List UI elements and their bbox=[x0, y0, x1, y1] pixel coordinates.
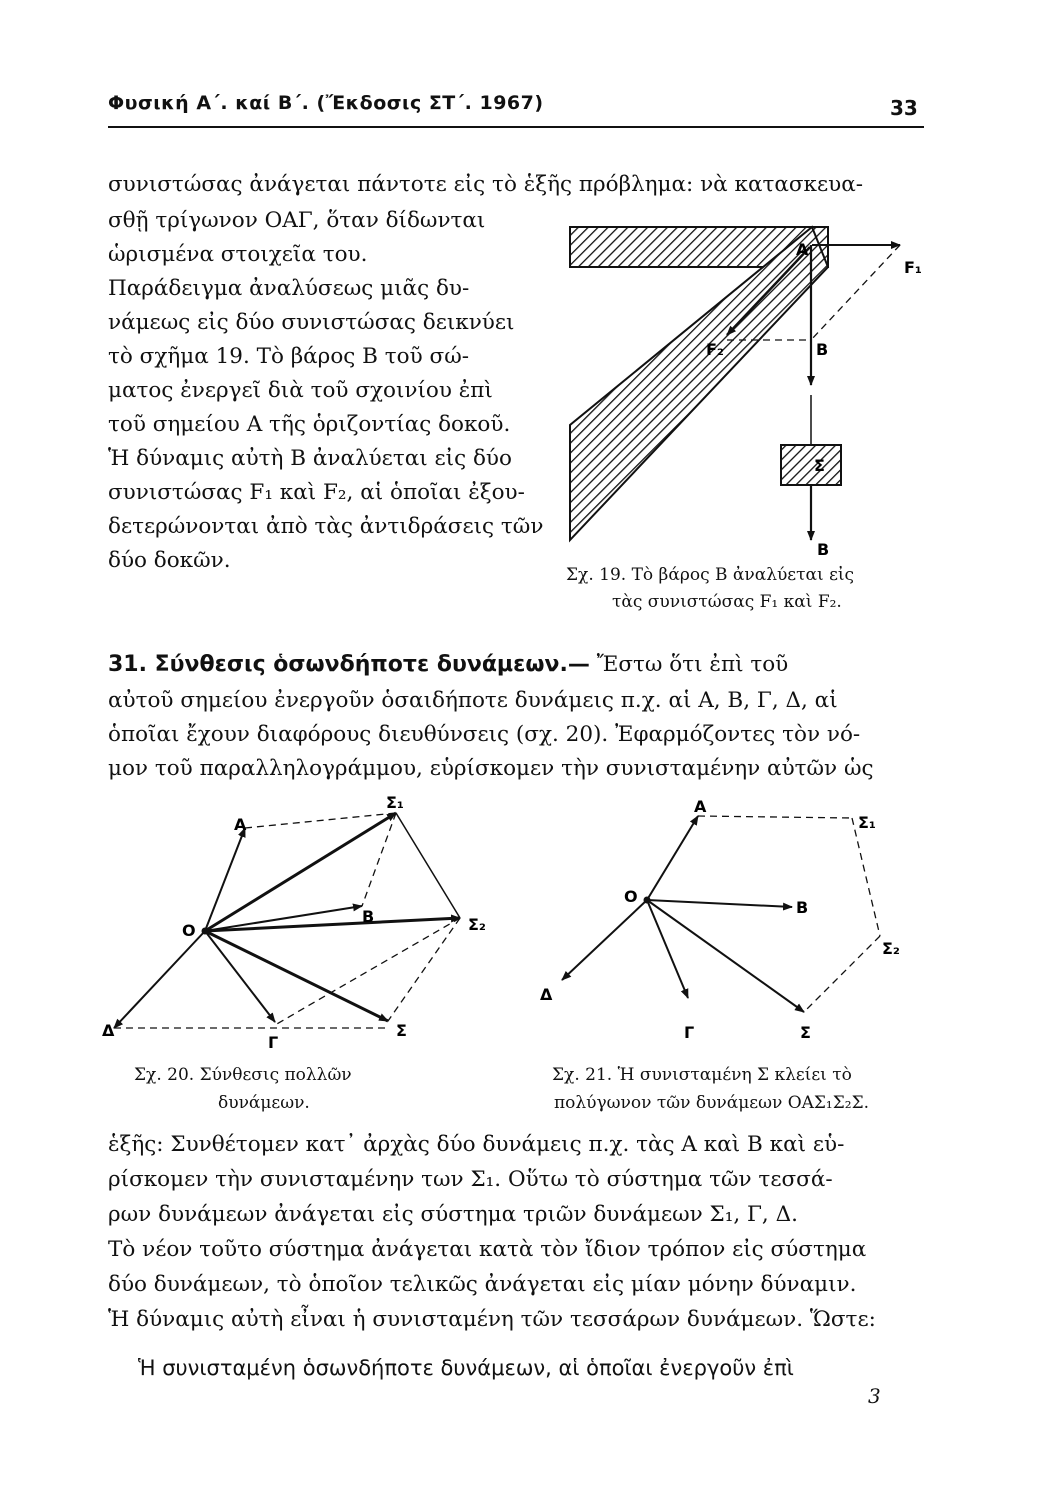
label-b-bottom: B bbox=[817, 540, 830, 559]
signature-mark: 3 bbox=[868, 1384, 881, 1408]
origin-point bbox=[644, 897, 651, 904]
section-heading-line bbox=[108, 652, 788, 677]
label-gamma: Γ bbox=[268, 1033, 279, 1052]
label-s1: Σ₁ bbox=[858, 813, 876, 832]
label-s: Σ bbox=[396, 1021, 407, 1040]
text-line: τοῦ σημείου Α τῆς ὁριζοντίας δοκοῦ. bbox=[108, 412, 511, 437]
text-line: μον τοῦ παραλληλογράμμου, εὑρίσκομεν τὴν συνισταμένην αὐτῶν ὡς bbox=[108, 756, 874, 781]
text-line: Τὸ νέον τοῦτο σύστημα ἀνάγεται κατὰ τὸν ἴδιον τρόπον εἰς σύστημα bbox=[108, 1237, 867, 1262]
origin-point bbox=[202, 928, 209, 935]
label-a: A bbox=[796, 240, 809, 259]
section-intro: Ἔστω ὅτι ἐπὶ τοῦ bbox=[596, 652, 789, 677]
figure-19 bbox=[560, 215, 940, 565]
vector-delta bbox=[562, 900, 647, 980]
polygon-side bbox=[698, 816, 852, 818]
text-line: Παράδειγμα ἀναλύσεως μιᾶς δυ- bbox=[108, 276, 470, 301]
text-line: ὁποῖαι ἔχουν διαφόρους διευθύνσεις (σχ. 20). Ἐφαρμόζοντες τὸν νό- bbox=[108, 722, 861, 747]
text-line: ἑξῆς: Συνθέτομεν κατ᾽ ἀρχὰς δύο δυνάμεις π.χ. τὰς Α καὶ Β καὶ εὑ- bbox=[108, 1132, 845, 1157]
text-line: αὐτοῦ σημείου ἐνεργοῦν ὁσαιδήποτε δυνάμεις π.χ. αἱ Α, Β, Γ, Δ, αἱ bbox=[108, 688, 838, 713]
left-column-text bbox=[108, 208, 543, 582]
text-line: δύο δυνάμεων, τὸ ὁποῖον τελικῶς ἀνάγεται εἰς μίαν μόνην δύναμιν. bbox=[108, 1272, 857, 1297]
label-delta: Δ bbox=[540, 985, 553, 1004]
label-s: Σ bbox=[800, 1023, 811, 1042]
label-sigma: Σ bbox=[814, 456, 825, 475]
text-line: ρίσκομεν τὴν συνισταμένην των Σ₁. Οὕτω τὸ σύστημα τῶν τεσσά- bbox=[108, 1167, 833, 1192]
text-line: νάμεως εἰς δύο συνιστώσας δεικνύει bbox=[108, 310, 515, 335]
text-line: ματος ἐνεργεῖ διὰ τοῦ σχοινίου ἐπὶ bbox=[108, 378, 493, 403]
label-s2: Σ₂ bbox=[468, 915, 486, 934]
label-f1: F₁ bbox=[904, 258, 922, 277]
fig21-caption-line1: Σχ. 21. Ἡ συνισταμένη Σ κλείει τὸ bbox=[552, 1065, 852, 1085]
text-line: σθῇ τρίγωνον ΟΑΓ, ὅταν δίδωνται bbox=[108, 208, 486, 233]
figure-21 bbox=[530, 790, 920, 1060]
body-text bbox=[108, 1132, 876, 1342]
label-b: B bbox=[796, 898, 809, 917]
text-line: τὸ σχῆμα 19. Τὸ βάρος Β τοῦ σώ- bbox=[108, 344, 469, 369]
fig20-caption-line1: Σχ. 20. Σύνθεσις πολλῶν bbox=[134, 1065, 352, 1085]
fig19-caption-line2: τὰς συνιστώσας F₁ καὶ F₂. bbox=[612, 592, 842, 612]
section-title: 31. Σύνθεσις ὁσωνδήποτε δυνάμεων.— bbox=[108, 652, 590, 677]
construction-line bbox=[396, 813, 460, 918]
polygon-side bbox=[804, 936, 880, 1012]
label-s1: Σ₁ bbox=[386, 793, 404, 812]
text-line: Ἡ δύναμις αὐτὴ Β ἀναλύεται εἰς δύο bbox=[108, 446, 512, 471]
fig20-caption-line2: δυνάμεων. bbox=[218, 1093, 310, 1113]
text-line: Ἡ δύναμις αὐτὴ εἶναι ἡ συνισταμένη τῶν τεσσάρων δυνάμεων. Ὥστε: bbox=[108, 1307, 876, 1332]
label-delta: Δ bbox=[102, 1021, 115, 1040]
vector-gamma bbox=[205, 931, 275, 1022]
label-b: B bbox=[362, 907, 375, 926]
theorem-line: Ἡ συνισταμένη ὁσωνδήποτε δυνάμεων, αἱ ὁποῖαι ἐνεργοῦν ἐπὶ bbox=[138, 1356, 794, 1380]
vector-a bbox=[647, 816, 698, 900]
label-s2: Σ₂ bbox=[882, 939, 900, 958]
dashed-construction bbox=[362, 813, 396, 906]
vector-delta bbox=[114, 931, 205, 1028]
text-line: συνιστώσας F₁ καὶ F₂, αἱ ὁποῖαι ἐξου- bbox=[108, 480, 525, 505]
label-a: A bbox=[234, 815, 247, 834]
page-number: 33 bbox=[890, 96, 918, 120]
label-b-mid: B bbox=[816, 340, 829, 359]
dashed-construction bbox=[275, 918, 460, 1025]
label-f2: F₂ bbox=[706, 340, 724, 359]
polygon-side bbox=[852, 818, 880, 936]
dashed-construction bbox=[388, 918, 460, 1021]
hanging-body bbox=[781, 445, 841, 485]
inclined-beam bbox=[570, 227, 828, 540]
text-line: δετερώνονται ἀπὸ τὰς ἀντιδράσεις τῶν bbox=[108, 514, 544, 539]
resultant-s bbox=[205, 931, 388, 1021]
intro-line: συνιστώσας ἀνάγεται πάντοτε εἰς τὸ ἑξῆς πρόβλημα: νὰ κατασκευα- bbox=[108, 172, 863, 197]
text-line: ὡρισμένα στοιχεῖα του. bbox=[108, 242, 368, 267]
fig21-caption-line2: πολύγωνον τῶν δυνάμεων ΟΑΣ₁Σ₂Σ. bbox=[554, 1093, 869, 1113]
header-rule bbox=[108, 126, 924, 128]
text-line: ρων δυνάμεων ἀνάγεται εἰς σύστημα τριῶν δυνάμεων Σ₁, Γ, Δ. bbox=[108, 1202, 798, 1227]
running-header: Φυσική Α΄. καί Β΄. (Ἔκδοσις ΣΤ΄. 1967) bbox=[108, 92, 544, 114]
fig19-caption-line1: Σχ. 19. Τὸ βάρος Β ἀναλύεται εἰς bbox=[566, 565, 855, 585]
label-o: O bbox=[182, 921, 196, 940]
label-gamma: Γ bbox=[684, 1023, 695, 1042]
label-a: A bbox=[694, 797, 707, 816]
vector-b bbox=[647, 900, 792, 907]
text-line: δύο δοκῶν. bbox=[108, 548, 231, 573]
vector-a bbox=[205, 828, 245, 931]
figure-20 bbox=[100, 790, 520, 1060]
label-o: O bbox=[624, 887, 638, 906]
